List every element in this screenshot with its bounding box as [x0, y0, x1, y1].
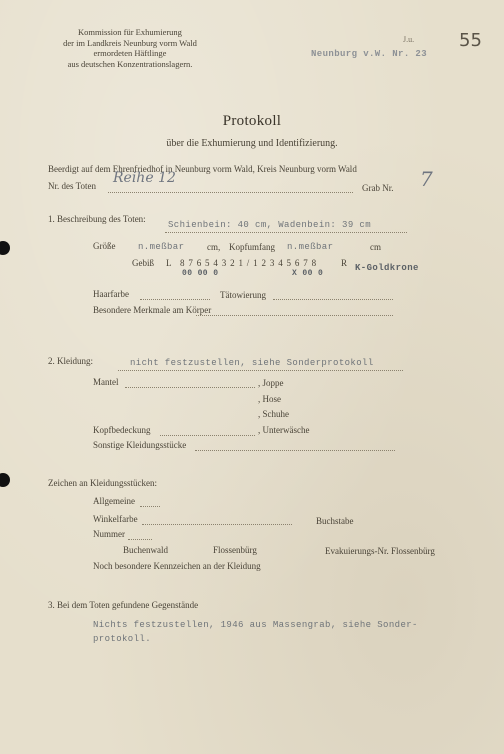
number-line: [128, 539, 152, 540]
hair-line: [140, 299, 210, 300]
other-marks-label: Noch besondere Kennzeichen an der Kleidung: [93, 561, 261, 571]
other-clothing-line: [195, 450, 395, 451]
teeth-right: R: [341, 258, 348, 268]
bone-line: [165, 232, 407, 233]
angle-color-line: [142, 524, 292, 525]
teeth-chart: 8 7 6 5 4 3 2 1 / 1 2 3 4 5 6 7 8: [180, 258, 317, 268]
teeth-lower-left: 00 00 0: [182, 269, 219, 278]
page-title: Protokoll: [222, 113, 282, 129]
marks-heading: Zeichen an Kleidungsstücken:: [48, 478, 157, 488]
grave-label: Grab Nr.: [362, 183, 394, 193]
size-value: n.meßbar: [138, 242, 185, 252]
section3-heading: 3. Bei dem Toten gefundene Gegenstände: [48, 600, 199, 610]
teeth-lower-right: X 00 0: [292, 269, 324, 278]
commission-name: [45, 27, 215, 69]
trousers-label: , Hose: [258, 394, 281, 404]
other-clothing-label: Sonstige Kleidungsstücke: [93, 440, 187, 450]
jacket-label: , Joppe: [258, 378, 284, 388]
items-line2: protokoll.: [93, 634, 152, 644]
size-unit: cm,: [207, 242, 221, 252]
body-marks-label: Besondere Merkmale am Körper: [93, 305, 212, 315]
dead-number-line: [108, 192, 353, 193]
hair-label: Haarfarbe: [93, 289, 129, 299]
headwear-label: Kopfbedeckung: [93, 425, 151, 435]
coat-label: Mantel: [93, 377, 119, 387]
evacuation-label: Evakuierungs-Nr. Flossenbürg: [325, 546, 435, 556]
head-unit: cm: [370, 242, 381, 252]
items-line1: Nichts festzustellen, 1946 aus Massengrab, siehe Sonder-: [93, 620, 418, 630]
tattoo-label: Tätowierung: [220, 290, 266, 300]
letter-label: Buchstabe: [316, 516, 354, 526]
archive-mark: J.u.: [403, 35, 415, 44]
number-label: Nummer: [93, 529, 125, 539]
dead-number-value: Reihe 12: [113, 170, 176, 186]
page-number: 55: [459, 30, 482, 51]
coat-line: [125, 387, 255, 388]
org-line: Kommission für Exhumierung: [78, 27, 182, 37]
section2-heading: 2. Kleidung:: [48, 356, 93, 366]
general-label: Allgemeine: [93, 496, 135, 506]
flossenburg-label: Flossenbürg: [213, 545, 257, 555]
dead-number-label: Nr. des Toten: [48, 181, 96, 191]
reference-number: Neunburg v.W. Nr. 23: [311, 49, 428, 59]
head-label: Kopfumfang: [229, 242, 275, 252]
tattoo-line: [273, 299, 393, 300]
size-label: Größe: [93, 241, 116, 251]
org-line: aus deutschen Konzentrationslagern.: [67, 58, 193, 69]
headwear-line: [160, 435, 255, 436]
section1-heading: 1. Beschreibung des Toten:: [48, 214, 146, 224]
shoes-label: , Schuhe: [258, 409, 289, 419]
underwear-label: , Unterwäsche: [258, 425, 310, 435]
bone-measurements: Schienbein: 40 cm, Wadenbein: 39 cm: [168, 220, 372, 230]
general-line: [140, 506, 160, 507]
grave-value: 7: [420, 167, 433, 191]
teeth-left: L: [166, 258, 172, 268]
burial-line: Beerdigt auf dem Ehrenfriedhof in Neunburg vorm Wald, Kreis Neunburg vorm Wald: [48, 164, 357, 174]
gold-crown-note: K-Goldkrone: [355, 263, 419, 273]
teeth-label: Gebiß: [132, 258, 154, 268]
buchenwald-label: Buchenwald: [123, 545, 168, 555]
angle-color-label: Winkelfarbe: [93, 514, 138, 524]
clothing-value: nicht festzustellen, siehe Sonderprotokoll: [130, 358, 374, 368]
page-subtitle: über die Exhumierung und Identifizierung.: [166, 138, 338, 149]
punch-hole-top: [0, 241, 10, 255]
org-line: ermordeten Häftlinge: [93, 48, 167, 58]
head-value: n.meßbar: [287, 242, 334, 252]
punch-hole-bottom: [0, 473, 10, 487]
clothing-line: [118, 370, 403, 371]
body-marks-line: [196, 315, 393, 316]
org-line: der im Landkreis Neunburg vorm Wald: [63, 37, 197, 48]
